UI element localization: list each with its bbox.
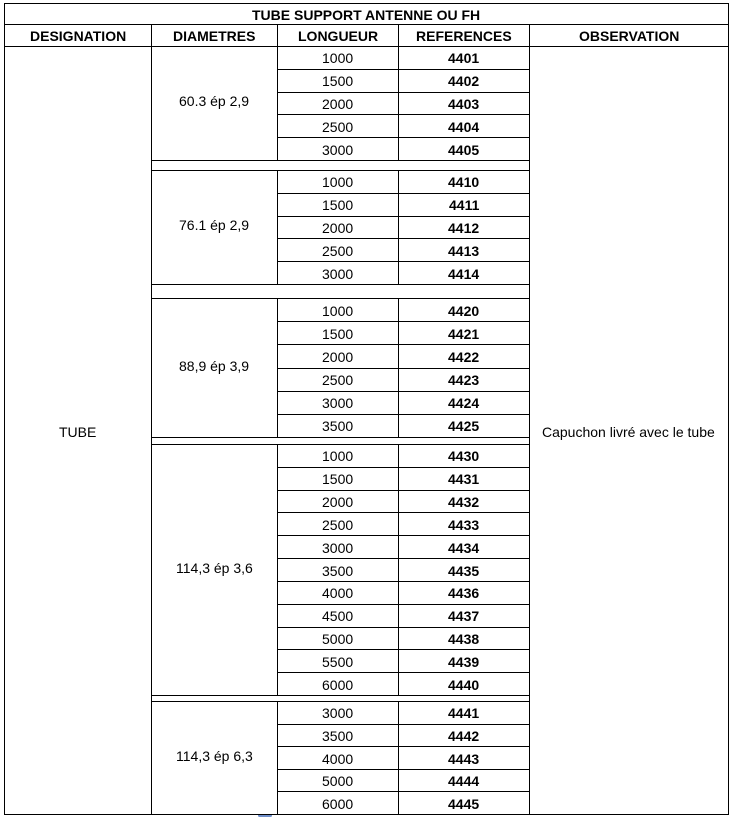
reference-cell: 4411 [449, 197, 480, 213]
row-rule [277, 261, 529, 262]
reference-cell: 4431 [448, 471, 480, 487]
longueur-cell: 5500 [322, 654, 354, 670]
sub-column-divider [398, 701, 399, 814]
diametre-cell: 114,3 ép 6,3 [176, 748, 253, 764]
group-top-rule [151, 298, 529, 299]
sub-column-divider [277, 701, 278, 814]
row-rule [277, 627, 529, 628]
sub-column-divider [277, 170, 278, 284]
row-rule [277, 414, 529, 415]
longueur-cell: 3000 [322, 395, 354, 411]
reference-cell: 4424 [448, 395, 480, 411]
header-observation: OBSERVATION [579, 28, 680, 44]
reference-cell: 4445 [448, 796, 480, 812]
row-rule [277, 69, 529, 70]
longueur-cell: 6000 [322, 677, 354, 693]
group-bottom-rule [151, 437, 529, 438]
sub-column-divider [398, 170, 399, 284]
title-rule [4, 24, 728, 25]
reference-cell: 4423 [448, 372, 480, 388]
row-rule [277, 558, 529, 559]
reference-cell: 4422 [448, 349, 480, 365]
group-bottom-rule [151, 814, 529, 815]
sub-column-divider [277, 444, 278, 695]
reference-cell: 4440 [448, 677, 480, 693]
header-diametres: DIAMETRES [173, 28, 256, 44]
longueur-cell: 1000 [322, 303, 354, 319]
longueur-cell: 2000 [322, 96, 354, 112]
reference-cell: 4412 [448, 220, 480, 236]
row-rule [277, 137, 529, 138]
reference-cell: 4405 [448, 142, 480, 158]
group-bottom-rule [151, 284, 529, 285]
reference-cell: 4434 [448, 540, 480, 556]
row-rule [277, 216, 529, 217]
header-designation: DESIGNATION [30, 28, 127, 44]
longueur-cell: 3000 [322, 142, 354, 158]
row-rule [277, 467, 529, 468]
row-rule [277, 672, 529, 673]
longueur-cell: 1500 [322, 73, 354, 89]
longueur-cell: 3000 [322, 705, 354, 721]
row-rule [277, 581, 529, 582]
reference-cell: 4442 [448, 728, 480, 744]
row-rule [277, 391, 529, 392]
group-bottom-rule [151, 695, 529, 696]
reference-cell: 4433 [448, 517, 480, 533]
header-divider [277, 24, 278, 46]
sub-column-divider [398, 46, 399, 160]
observation-cell: Capuchon livré avec le tube [542, 424, 715, 440]
longueur-cell: 1500 [322, 471, 354, 487]
longueur-cell: 2000 [322, 349, 354, 365]
table-border-right [728, 3, 729, 815]
longueur-cell: 5000 [322, 631, 354, 647]
row-rule [277, 512, 529, 513]
table-border-top [4, 3, 728, 4]
sub-column-divider [398, 444, 399, 695]
diametre-cell: 114,3 ép 3,6 [176, 560, 253, 576]
longueur-cell: 1000 [322, 50, 354, 66]
diametre-cell: 88,9 ép 3,9 [179, 358, 250, 374]
longueur-cell: 3500 [322, 418, 354, 434]
row-rule [277, 724, 529, 725]
column-divider [151, 46, 152, 814]
reference-cell: 4404 [448, 119, 480, 135]
reference-cell: 4413 [448, 243, 480, 259]
diametre-cell: 60.3 ép 2,9 [179, 93, 250, 109]
longueur-cell: 3500 [322, 563, 354, 579]
row-rule [277, 746, 529, 747]
longueur-cell: 2000 [322, 220, 354, 236]
reference-cell: 4443 [448, 751, 480, 767]
reference-cell: 4421 [448, 326, 480, 342]
reference-cell: 4402 [448, 73, 480, 89]
longueur-cell: 2500 [322, 517, 354, 533]
diametre-cell: 76.1 ép 2,9 [179, 217, 250, 233]
row-rule [277, 490, 529, 491]
reference-cell: 4437 [448, 608, 480, 624]
header-rule [4, 46, 728, 47]
reference-cell: 4425 [448, 418, 480, 434]
group-top-rule [151, 444, 529, 445]
row-rule [277, 791, 529, 792]
row-rule [277, 321, 529, 322]
group-bottom-rule [151, 160, 529, 161]
reference-cell: 4444 [448, 773, 480, 789]
longueur-cell: 4000 [322, 751, 354, 767]
group-top-rule [151, 170, 529, 171]
longueur-cell: 4000 [322, 585, 354, 601]
row-rule [277, 193, 529, 194]
longueur-cell: 1000 [322, 448, 354, 464]
reference-cell: 4430 [448, 448, 480, 464]
reference-cell: 4441 [448, 705, 480, 721]
table-title: TUBE SUPPORT ANTENNE OU FH [252, 7, 481, 23]
row-rule [277, 535, 529, 536]
reference-cell: 4435 [448, 563, 480, 579]
reference-cell: 4438 [448, 631, 480, 647]
header-longueur: LONGUEUR [298, 28, 379, 44]
header-divider [151, 24, 152, 46]
reference-cell: 4414 [448, 266, 480, 282]
longueur-cell: 1500 [322, 197, 354, 213]
longueur-cell: 2000 [322, 494, 354, 510]
reference-cell: 4401 [448, 50, 480, 66]
longueur-cell: 3000 [322, 266, 354, 282]
reference-cell: 4420 [448, 303, 480, 319]
reference-cell: 4436 [448, 585, 480, 601]
reference-cell: 4403 [448, 96, 480, 112]
row-rule [277, 649, 529, 650]
longueur-cell: 1000 [322, 174, 354, 190]
group-top-rule [151, 701, 529, 702]
column-divider [529, 46, 530, 814]
designation-cell: TUBE [59, 424, 97, 440]
longueur-cell: 5000 [322, 773, 354, 789]
longueur-cell: 3500 [322, 728, 354, 744]
row-rule [277, 344, 529, 345]
header-references: REFERENCES [416, 28, 512, 44]
longueur-cell: 6000 [322, 796, 354, 812]
longueur-cell: 2500 [322, 119, 354, 135]
row-rule [277, 368, 529, 369]
sub-column-divider [277, 46, 278, 160]
reference-cell: 4432 [448, 494, 480, 510]
longueur-cell: 4500 [322, 608, 354, 624]
row-rule [277, 114, 529, 115]
longueur-cell: 3000 [322, 540, 354, 556]
reference-cell: 4439 [448, 654, 480, 670]
longueur-cell: 2500 [322, 372, 354, 388]
row-rule [277, 92, 529, 93]
reference-cell: 4410 [448, 174, 480, 190]
header-divider [529, 24, 530, 46]
row-rule [277, 769, 529, 770]
row-rule [277, 238, 529, 239]
longueur-cell: 1500 [322, 326, 354, 342]
longueur-cell: 2500 [322, 243, 354, 259]
table-border-left [4, 3, 5, 814]
row-rule [277, 604, 529, 605]
header-divider [398, 24, 399, 46]
